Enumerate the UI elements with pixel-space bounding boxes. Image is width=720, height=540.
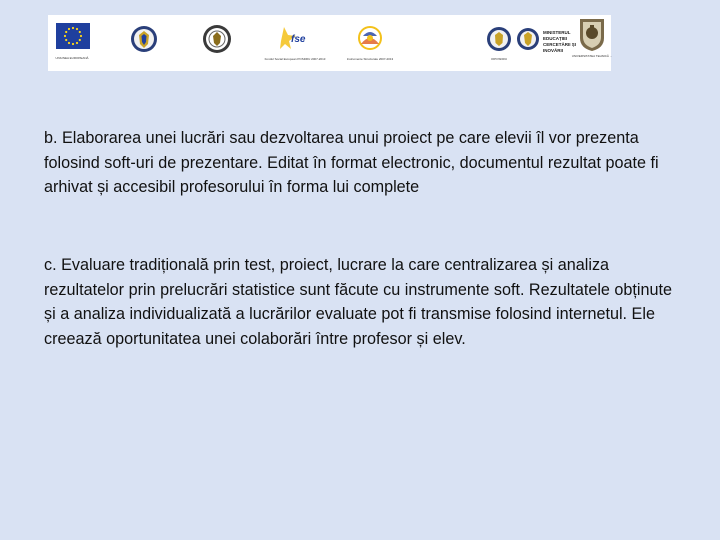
svg-text:fse: fse — [291, 34, 306, 45]
university-caption: UNIVERSITATEA TEHNICĂ ... — [571, 54, 613, 58]
oiposdru-caption: OIPOSDRU — [490, 57, 507, 61]
ministry-title: MINISTERUL EDUCAȚIEI CERCETĂRII ȘI INOVĂRII — [543, 30, 577, 53]
fse-logo-icon — [278, 23, 312, 53]
logo-banner — [48, 15, 611, 71]
oi-posdru-icon — [486, 25, 512, 53]
ministry-education-logo-icon — [516, 25, 540, 53]
romania-coat-of-arms-icon — [130, 24, 158, 54]
eu-flag-icon — [56, 23, 90, 49]
government-seal-icon — [202, 24, 232, 54]
paragraph-c: c. Evaluare tradițională prin test, proiect, lucrare la care centralizarea și analiza rezultatelor prin prelucrări statistice sunt făcute cu instrumente soft. Rezultatele obținute și a analiza individualizată a lucrărilor evaluate pot fi transmise folosind internetul. Ele creează oportunitatea unei colaborări între profesor și elev. — [44, 256, 673, 348]
is-caption: Instrumente Structurale 2007-2013 — [346, 57, 394, 61]
university-seal-icon — [577, 16, 607, 52]
fse-caption: Fondul Social European POSDRU 2007-2013 — [264, 57, 326, 61]
paragraph-b: b. Elaborarea unei lucrări sau dezvoltarea unui proiect pe care elevii îl vor prezenta folosind soft-uri de prezentare. Editat în format electronic, documentul rezultat poate fi arhivat și accesibil profesorului în forma lui complete — [44, 129, 659, 197]
eu-caption: UNIUNEA EUROPEANĂ — [55, 56, 89, 60]
instrumente-structurale-icon — [353, 24, 387, 54]
